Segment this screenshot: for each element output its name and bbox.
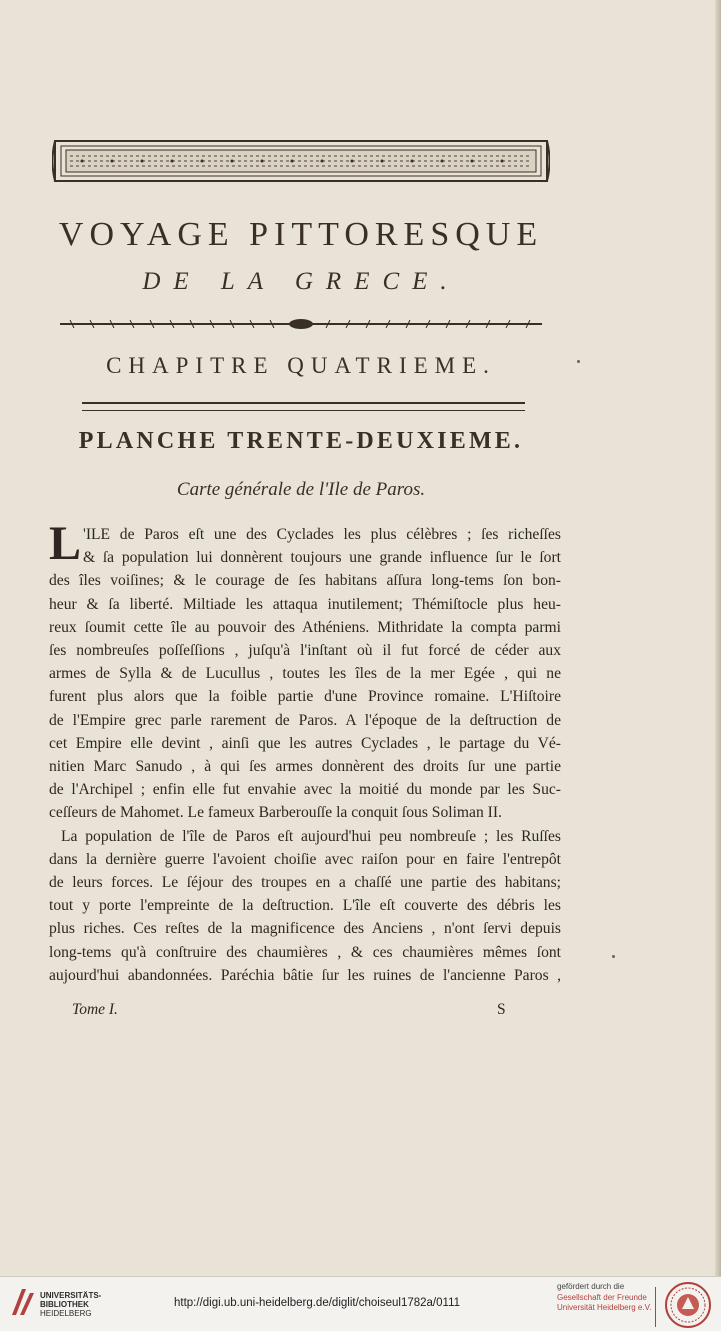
text-line: de l'Empire grec parle rarement de Paros. A l'époque de la deſtruction de (49, 711, 561, 729)
sponsor-divider (655, 1287, 656, 1327)
sponsor-label: gefördert durch die (557, 1282, 625, 1291)
text-line: heur & ſa liberté. Miltiade les attaqua inutilement; Thémiſtocle plus heu- (49, 595, 561, 613)
paragraph-1 (49, 517, 561, 825)
library-line-1: UNIVERSITÄTS- (40, 1291, 102, 1300)
volume-marker: Tome I. (72, 1001, 118, 1018)
text-line: ſes nombreuſes poſſeſſions , juſqu'à l'inſtant où il fut forcé de céder aux (49, 642, 561, 660)
text-line: cet Empire elle devint , ainſi que les autres Cyclades , le partage du Vé- (49, 734, 561, 752)
ornamental-rule (60, 317, 542, 331)
drop-cap: L (49, 517, 82, 570)
signature-mark: S (497, 1001, 506, 1018)
book-subtitle: DE LA GRECE. (142, 268, 460, 295)
permalink-url[interactable]: http://digi.ub.uni-heidelberg.de/diglit/choiseul1782a/0111 (174, 1297, 461, 1309)
text-line: long-tems qu'à conſtruire des chaumières , & ces chaumières mêmes ſont (49, 943, 561, 961)
sponsor-name[interactable] (557, 1293, 651, 1313)
text-line: armes de Sylla & de Lucullus , toutes les îles de la mer Egée , qui ne (49, 665, 561, 683)
sponsor-line-2: Universität Heidelberg e.V. (557, 1303, 652, 1312)
double-rule-divider (82, 402, 525, 411)
book-title: VOYAGE PITTORESQUE (58, 216, 544, 253)
text-line: furent plus alors que la foible partie d'une Province romaine. L'Hiſtoire (49, 688, 561, 706)
paragraph-2 (49, 825, 561, 987)
chapter-heading: CHAPITRE QUATRIEME. (106, 353, 496, 378)
ornamental-header-band (52, 133, 550, 189)
library-line-3: HEIDELBERG (40, 1309, 92, 1318)
library-name (40, 1291, 101, 1318)
viewer-bottom-bar (0, 1276, 721, 1331)
text-line: plus riches. Ces reſtes de la magnificence des Anciens , n'ont ſervi depuis (49, 920, 561, 938)
text-line: & ſa population lui donnèrent toujours une grande influence ſur le ſort (83, 549, 561, 567)
text-line: aujourd'hui abandonnées. Paréchia bâtie ſur les ruines de l'ancienne Paros , (49, 966, 561, 984)
library-line-2: BIBLIOTHEK (40, 1300, 89, 1309)
plate-heading: PLANCHE TRENTE-DEUXIEME. (78, 428, 524, 454)
paper-speck (612, 955, 615, 958)
text-line: de l'Archipel ; enfin elle fut envahie avec la moitié du monde par les Suc- (49, 781, 561, 799)
plate-caption: Carte générale de l'Ile de Paros. (176, 479, 426, 500)
body-text (49, 517, 561, 987)
text-line: nitien Marc Sanudo , à qui ſes armes donnèrent des droits ſur une partie (49, 758, 561, 776)
text-line: reux ſoumit cette île au pouvoir des Athéniens. Mithridate la compta parmi (49, 618, 561, 636)
text-line: de leurs forces. Le ſéjour des troupes en a chaſſé une partie des habitans; (49, 874, 561, 892)
text-line: dans la dernière guerre l'avoient choiſie avec raiſon pour en faire l'entrepôt (49, 850, 561, 868)
university-library-logo-icon[interactable] (8, 1285, 38, 1319)
page-edge (715, 0, 721, 1276)
text-line: La population de l'île de Paros eſt aujourd'hui peu nombreuſe ; les Ruſſes (61, 827, 561, 845)
text-line: ceſſeurs de Mahomet. Le fameux Barberouſſe la conquit ſous Soliman II. (49, 804, 502, 822)
text-line: tout y porte l'empreinte de la deſtruction. L'île eſt couverte des débris les (49, 897, 561, 915)
paper-speck (577, 360, 580, 363)
text-line: 'ILE de Paros eſt une des Cyclades les plus célèbres ; ſes richeſſes (83, 526, 561, 543)
sponsor-line-1: Gesellschaft der Freunde (557, 1293, 647, 1302)
university-seal-icon[interactable] (664, 1281, 712, 1329)
text-line: des îles voiſines; & le courage de ſes habitans aſſura long-tems ſon bon- (49, 572, 561, 590)
